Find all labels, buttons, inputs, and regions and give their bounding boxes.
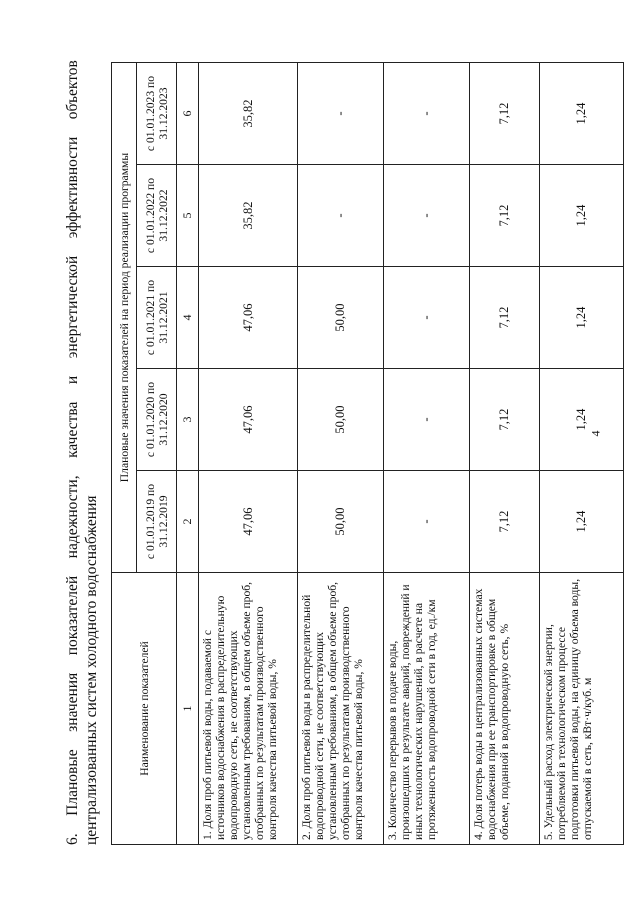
indicator-value: 50,00	[298, 267, 384, 369]
indicator-value: 1,24	[540, 471, 624, 573]
indicator-value: -	[384, 63, 470, 165]
heading-word: качества	[64, 401, 81, 458]
period-header: с 01.01.2020 по 31.12.2020	[137, 369, 177, 471]
heading-word: показателей	[64, 575, 81, 656]
heading-word: эффективности	[64, 136, 81, 239]
table-row	[298, 63, 384, 845]
period-header: с 01.01.2023 по 31.12.2023	[137, 63, 177, 165]
column-number: 3	[177, 369, 199, 471]
column-number: 5	[177, 165, 199, 267]
indicator-name: 5. Удельный расход электрической энергии, потребляемой в технологическом процессе подготовки питьевой воды, на единицу объема воды, отпускаемой в сеть, кВт·ч/куб. м	[540, 573, 624, 845]
indicator-value: 7,12	[470, 165, 540, 267]
indicator-value: -	[298, 63, 384, 165]
indicator-value: 1,24	[540, 63, 624, 165]
table-row	[470, 63, 540, 845]
rotated-document	[63, 60, 603, 845]
section-heading	[63, 60, 101, 845]
heading-word: и	[64, 375, 81, 385]
heading-word: 6.	[64, 833, 81, 845]
table-row	[384, 63, 470, 845]
indicator-value: -	[298, 165, 384, 267]
indicator-value: 50,00	[298, 369, 384, 471]
indicator-value: 1,24	[540, 267, 624, 369]
indicator-value: 7,12	[470, 369, 540, 471]
period-header: с 01.01.2022 по 31.12.2022	[137, 165, 177, 267]
heading-line-2: централизованных систем холодного водоснабжения	[83, 495, 100, 845]
indicator-name: 1. Доля проб питьевой воды, подаваемой с источников водоснабжения в распределительную водопроводную сеть, не соответствующих установленным требованиям, в общем объеме проб, отобранных по результатам производственного контроля качества питьевой воды, %	[199, 573, 298, 845]
indicator-name: 4. Доля потерь воды в централизованных системах водоснабжения при ее транспортировке в общем объеме, поданной в водопроводную сеть, %	[470, 573, 540, 845]
page-number: 4	[588, 430, 603, 437]
indicator-value: 7,12	[470, 63, 540, 165]
heading-word: значения	[64, 672, 81, 732]
indicator-name: 3. Количество перерывов в подаче воды, произошедших в результате аварий, повреждений и иных технологических нарушений, в расчете на протяженность водопроводной сети в год, ед./км	[384, 573, 470, 845]
column-number: 6	[177, 63, 199, 165]
heading-word: объектов	[64, 60, 81, 120]
indicator-value: 47,06	[199, 369, 298, 471]
heading-word: энергетической	[64, 255, 81, 359]
period-header: с 01.01.2019 по 31.12.2019	[137, 471, 177, 573]
column-number: 1	[177, 573, 199, 845]
column-number: 2	[177, 471, 199, 573]
indicator-value: -	[384, 267, 470, 369]
indicator-name: 2. Доля проб питьевой воды в распределительной водопроводной сети, не соответствующих установленным требованиям, в общем объеме проб, отобранных по результатам производственного контроля качества питьевой воды, %	[298, 573, 384, 845]
indicator-value: 1,24	[540, 165, 624, 267]
heading-line-1	[63, 60, 82, 845]
indicator-value: 47,06	[199, 471, 298, 573]
indicator-value: -	[384, 471, 470, 573]
indicators-table	[111, 62, 624, 845]
indicator-value: 7,12	[470, 471, 540, 573]
column-number-row	[177, 63, 199, 845]
table-row	[540, 63, 624, 845]
indicator-value: 7,12	[470, 267, 540, 369]
indicator-value: -	[384, 165, 470, 267]
indicator-value: 1,24	[540, 369, 624, 471]
indicator-value: 35,82	[199, 165, 298, 267]
period-group-header: Плановые значения показателей на период реализации программы	[112, 63, 137, 573]
heading-word: надежности,	[64, 475, 81, 559]
name-column-header: Наименование показателей	[112, 573, 177, 845]
heading-word: Плановые	[64, 749, 81, 816]
table-row	[199, 63, 298, 845]
indicator-value: 47,06	[199, 267, 298, 369]
indicator-value: 35,82	[199, 63, 298, 165]
indicator-value: 50,00	[298, 471, 384, 573]
indicator-value: -	[384, 369, 470, 471]
column-number: 4	[177, 267, 199, 369]
period-header: с 01.01.2021 по 31.12.2021	[137, 267, 177, 369]
